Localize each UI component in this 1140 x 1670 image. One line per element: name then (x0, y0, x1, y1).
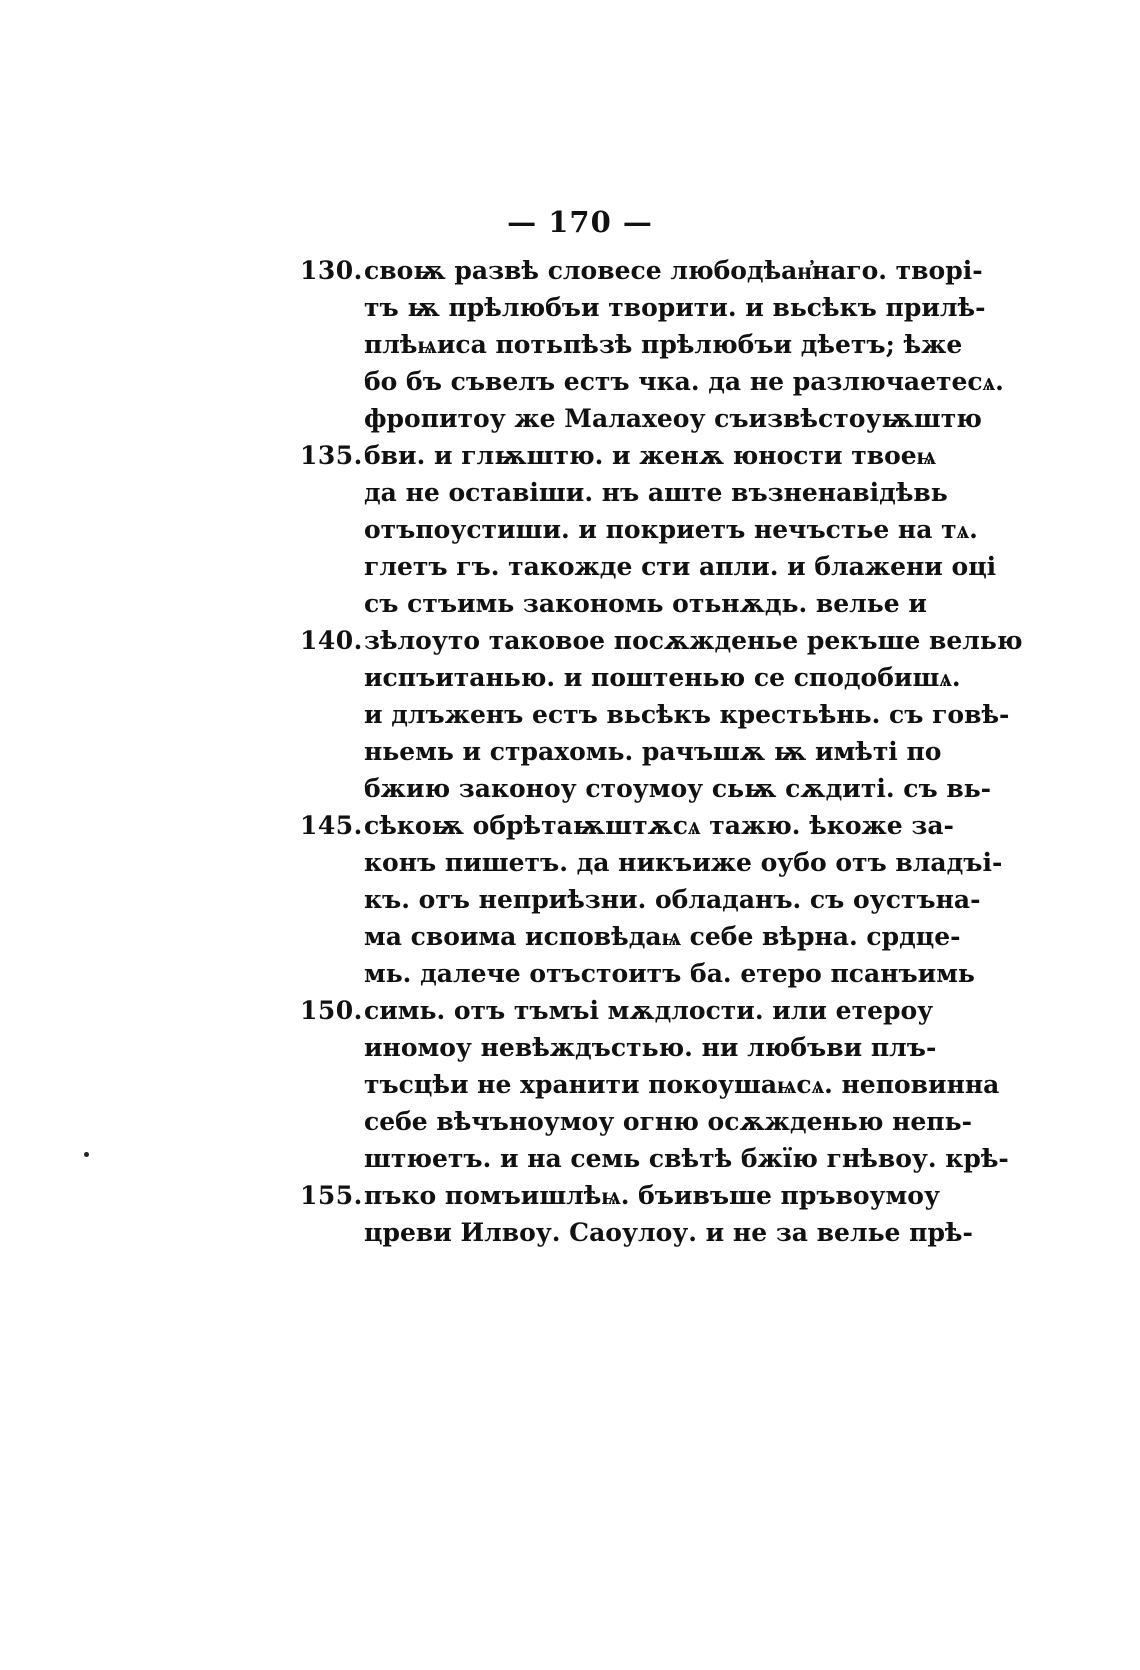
text-line (300, 252, 983, 289)
text-block (300, 252, 1023, 1251)
text-line (300, 400, 982, 437)
text-line (300, 1066, 1000, 1103)
text-line (300, 659, 961, 696)
line-text: своѭ развѣ словесе любодѣан҆наго. творі- (364, 256, 983, 285)
line-text: иномоу невѣждъстью. ни любъви плъ- (364, 1033, 937, 1062)
text-line (300, 733, 940, 770)
text-line (300, 1177, 940, 1214)
text-line (300, 992, 940, 1029)
line-number: 145. (300, 811, 363, 840)
line-text: глетъ гъ. такожде сти апли. и блажени оці (364, 552, 997, 581)
line-text: бо бъ съвелъ естъ чка. да не разлючаетесѧ. (364, 367, 1004, 396)
line-text: плѣѩиса потьпѣзѣ прѣлюбъи дѣетъ; ѣже (364, 330, 963, 359)
line-number: 150. (300, 996, 363, 1025)
line-text: тъсцѣи не хранити покоушаѩсѧ. неповинна (364, 1070, 1000, 1099)
line-text: фропитоу же Малахеоу съизвѣстоуѭштю (364, 404, 982, 433)
text-line (300, 770, 992, 807)
text-line (300, 1214, 973, 1251)
line-text: отъпоустиши. и покриетъ нечъстье на тѧ. (364, 515, 978, 544)
line-text: зѣлоуто таковое посѫжденье рекъше велью (364, 626, 1023, 655)
text-line (300, 696, 1010, 733)
line-text: симь. отъ тъмъі мѫдлости. или етероу (364, 996, 934, 1025)
line-text: ма своима исповѣдаѩ себе вѣрна. срдце- (364, 922, 961, 951)
text-line (300, 1140, 1009, 1177)
text-line (300, 955, 975, 992)
text-line (300, 585, 940, 622)
text-line (300, 326, 963, 363)
line-number: 140. (300, 626, 363, 655)
text-line (300, 363, 1004, 400)
text-line (300, 511, 978, 548)
line-text: съ стъимь закономь отьнѫдь. велье и (364, 589, 927, 618)
text-line (300, 622, 1023, 659)
line-number: 130. (300, 256, 363, 285)
line-text: бви. и глѭштю. и женѫ юности твоеѩ (364, 441, 937, 470)
line-text: ньемь и страхомь. рачъшѫ ѭ имѣті по (364, 737, 942, 766)
line-text: бжию законоу стоумоу сьѭ сѫдиті. съ вь- (364, 774, 992, 803)
line-number: 135. (300, 441, 363, 470)
line-number: 155. (300, 1181, 363, 1210)
text-line (300, 1103, 972, 1140)
text-line (300, 474, 948, 511)
line-text: сѣкоѭ обрѣтаѭштѫсѧ тажю. ѣкоже за- (364, 811, 954, 840)
line-text: пъко помъишлѣѩ. бъивъше пръвоумоу (364, 1181, 940, 1210)
text-line (300, 881, 981, 918)
line-text: тъ ѭ прѣлюбъи творити. и вьсѣкъ прилѣ- (364, 293, 986, 322)
line-text: мь. далече отъстоитъ ба. етеро псанъимь (364, 959, 975, 988)
text-line (300, 844, 1003, 881)
line-text: штюетъ. и на семь свѣтѣ бжїю гнѣвоу. крѣ- (364, 1144, 1009, 1173)
line-text: и длъженъ естъ вьсѣкъ крестьѣнь. съ говѣ- (364, 700, 1010, 729)
page-number: — 170 — (507, 205, 653, 239)
text-line (300, 807, 954, 844)
text-line (300, 548, 997, 585)
text-line (300, 437, 940, 474)
text-line (300, 1029, 940, 1066)
text-line (300, 289, 986, 326)
line-text: да не оставіши. нъ аште възненавідѣвь (364, 478, 948, 507)
line-text: цреви Илвоу. Саоулоу. и не за велье прѣ- (364, 1218, 973, 1247)
line-text: конъ пишетъ. да никъиже оубо отъ владъі- (364, 848, 1003, 877)
line-text: испъитанью. и поштенью се сподобишѧ. (364, 663, 961, 692)
line-text: къ. отъ неприѣзни. обладанъ. съ оустъна- (364, 885, 981, 914)
scan-speck (84, 1152, 89, 1157)
text-line (300, 918, 961, 955)
line-text: себе вѣчъноумоу огню осѫжденью непь- (364, 1107, 972, 1136)
